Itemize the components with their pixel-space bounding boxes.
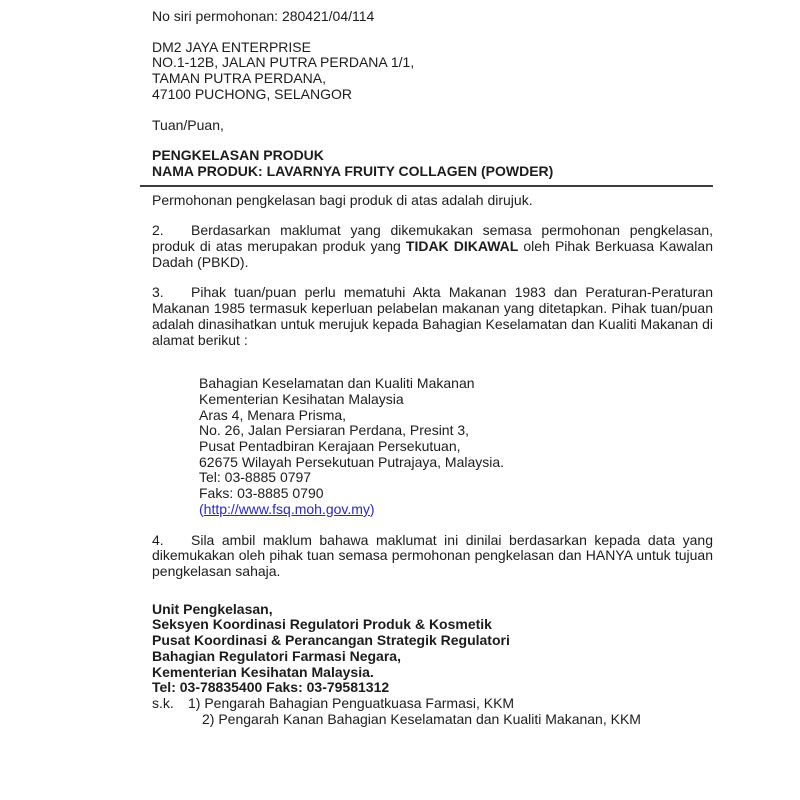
cc-label: s.k.: [152, 694, 174, 711]
paragraph-text: Sila ambil maklum bahawa maklumat ini dinilai berdasarkan kepada data yang dikemukakan oleh pihak tuan semasa permohonan pengkelasan dan HANYA untuk tujuan pengkelasan sahaja.: [152, 531, 713, 579]
salutation-text: Tuan/Puan,: [152, 116, 224, 133]
subject-divider: [140, 185, 713, 187]
letter-body: [152, 9, 713, 727]
paragraph-text: oleh Pihak Berkuasa Kawalan Dadah (PBKD).: [152, 238, 713, 270]
signature-block: [152, 602, 713, 696]
paragraph-text: Berdasarkan maklumat yang dikemukakan semasa permohonan pengkelasan, produk di atas merupakan produk yang: [152, 222, 713, 255]
contact-address-line: 62675 Wilayah Persekutuan Putrajaya, Malaysia.: [199, 453, 505, 470]
paragraph-text: Pihak tuan/puan perlu mematuhi Akta Makanan 1983 dan Peraturan-Peraturan Makanan 1985 termasuk keperluan pelabelan makanan yang ditetapkan. Pihak tuan/puan adalah dinasihatkan untuk merujuk kepada Bahagian Keselamatan dan Kualiti Makanan di alamat berikut :: [152, 284, 713, 348]
subject-block: [152, 148, 713, 179]
contact-address-line: Bahagian Keselamatan dan Kualiti Makanan: [199, 375, 475, 392]
signature-centre-line: Pusat Koordinasi & Perancangan Strategik Regulatori: [152, 632, 510, 649]
contact-address-line: Kementerian Kesihatan Malaysia: [199, 390, 404, 407]
link-close-paren: ): [369, 500, 375, 517]
subject-line-classification: PENGKELASAN PRODUK: [152, 147, 324, 164]
intro-text: Permohonan pengkelasan bagi produk di atas adalah dirujuk.: [152, 191, 533, 208]
cc-item: 2) Pengarah Kanan Bahagian Keselamatan dan Kualiti Makanan, KKM: [202, 710, 641, 727]
recipient-address-line: TAMAN PUTRA PERDANA,: [152, 70, 326, 87]
contact-fax-line: Faks: 03-8885 0790: [199, 485, 324, 502]
fsq-website-link[interactable]: http://www.fsq.moh.gov.my: [203, 500, 370, 517]
recipient-address: [152, 40, 713, 103]
contact-address-line: No. 26, Jalan Persiaran Perdana, Presint 3,: [199, 422, 470, 439]
signature-telephone-line: Tel: 03-78835400 Faks: 03-79581312: [152, 679, 390, 696]
paragraph-3: [152, 285, 713, 348]
cc-item: 1) Pengarah Bahagian Penguatkuasa Farmasi, KKM: [188, 694, 515, 711]
salutation: [152, 118, 713, 134]
link-open-paren: (: [199, 500, 204, 517]
application-serial-number: [152, 9, 713, 25]
signature-section-line: Seksyen Koordinasi Regulatori Produk & Kosmetik: [152, 616, 492, 633]
intro-paragraph: [152, 193, 713, 209]
paragraph-number: 3.: [152, 284, 164, 301]
cc-block: [152, 696, 713, 727]
contact-phone-line: Tel: 03-8885 0797: [199, 469, 312, 486]
contact-address-block: [199, 376, 713, 517]
recipient-address-line: NO.1-12B, JALAN PUTRA PERDANA 1/1,: [152, 54, 415, 71]
contact-website-line: [199, 502, 713, 518]
paragraph-2: [152, 223, 713, 270]
cc-row-1: [152, 696, 713, 712]
signature-unit-line: Unit Pengkelasan,: [152, 600, 273, 617]
paragraph-bold-text: TIDAK DIKAWAL: [405, 238, 519, 255]
signature-ministry-line: Kementerian Kesihatan Malaysia.: [152, 663, 374, 680]
paragraph-4: [152, 533, 713, 580]
cc-row-2: [152, 712, 713, 728]
subject-line-product-name: NAMA PRODUK: LAVARNYA FRUITY COLLAGEN (POWDER): [152, 162, 554, 179]
paragraph-number: 2.: [152, 222, 164, 239]
serial-number-text: No siri permohonan: 280421/04/114: [152, 8, 375, 24]
signature-division-line: Bahagian Regulatori Farmasi Negara,: [152, 647, 401, 664]
contact-address-line: Pusat Pentadbiran Kerajaan Persekutuan,: [199, 438, 461, 455]
paragraph-number: 4.: [152, 531, 164, 548]
contact-address-line: Aras 4, Menara Prisma,: [199, 406, 347, 423]
recipient-name: DM2 JAYA ENTERPRISE: [152, 38, 311, 55]
recipient-address-line: 47100 PUCHONG, SELANGOR: [152, 85, 352, 102]
